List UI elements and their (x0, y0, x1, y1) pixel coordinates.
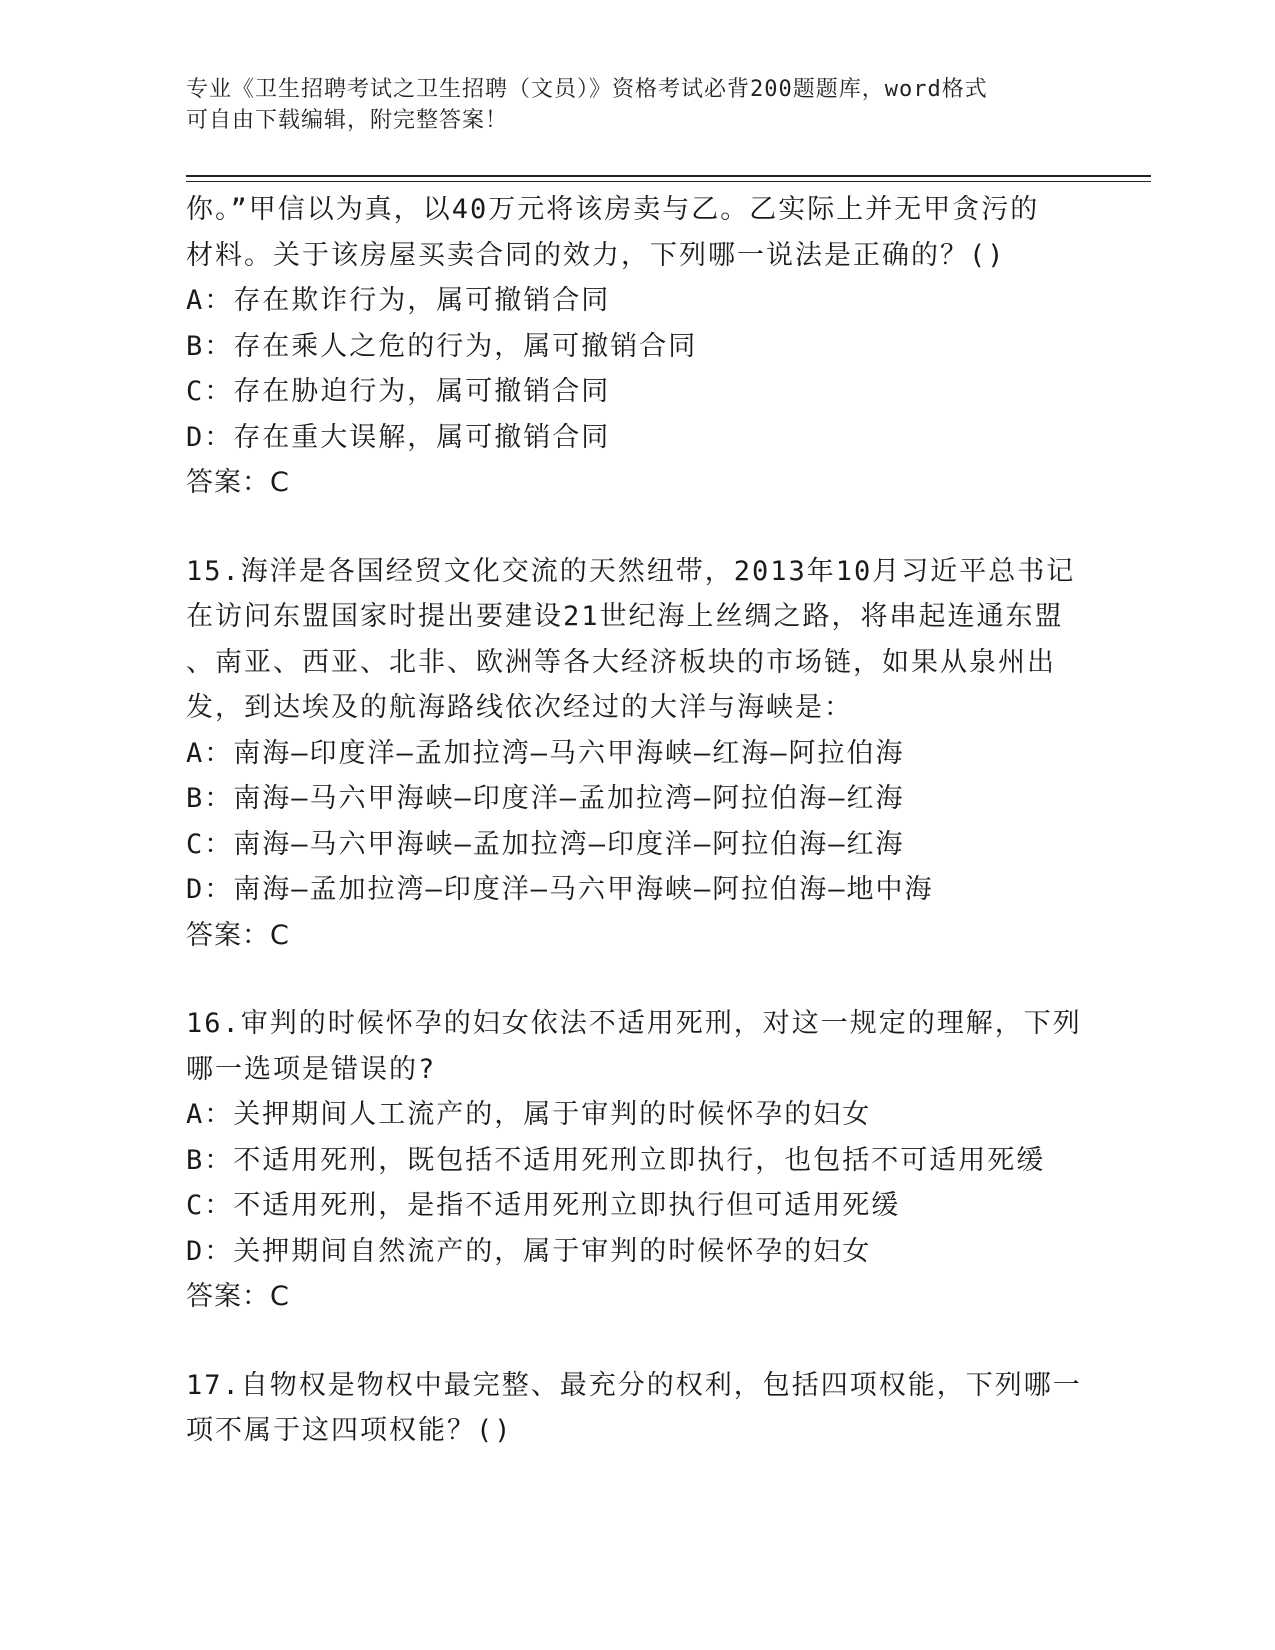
question-17 (186, 1363, 1136, 1454)
question-text-line: 15.海洋是各国经贸文化交流的天然纽带，2013年10月习近平总书记 (186, 555, 1076, 587)
option-a: A：南海—印度洋—孟加拉湾—马六甲海峡—红海—阿拉伯海 (186, 737, 905, 769)
question-16 (186, 1001, 1136, 1320)
option-c: C：不适用死刑，是指不适用死刑立即执行但可适用死缓 (186, 1190, 901, 1221)
question-text-line: 项不属于这四项权能？() (186, 1415, 513, 1446)
header-line-2: 可自由下载编辑，附完整答案！ (186, 108, 509, 133)
question-content (186, 187, 1136, 1454)
option-d: D：南海—孟加拉湾—印度洋—马六甲海峡—阿拉伯海—地中海 (186, 874, 934, 905)
question-text-line: 你。”甲信以为真，以40万元将该房卖与乙。乙实际上并无甲贪污的 (186, 194, 1040, 225)
question-text-line: 在访问东盟国家时提出要建设21世纪海上丝绸之路，将串起连通东盟 (186, 601, 1064, 632)
answer-line: 答案：C (186, 919, 290, 951)
question-text-line: 哪一选项是错误的? (186, 1053, 437, 1085)
header-rule-thin (186, 181, 1151, 182)
option-a: A：存在欺诈行为，属可撤销合同 (186, 285, 611, 316)
option-b: B：存在乘人之危的行为，属可撤销合同 (186, 330, 698, 362)
document-header (186, 74, 1086, 136)
option-a: A：关押期间人工流产的，属于审判的时候怀孕的妇女 (186, 1099, 872, 1130)
question-text-line: 发，到达埃及的航海路线依次经过的大洋与海峡是： (186, 692, 853, 723)
header-rule-thick (186, 175, 1151, 177)
option-b: B：南海—马六甲海峡—印度洋—孟加拉湾—阿拉伯海—红海 (186, 783, 905, 814)
option-d: D：关押期间自然流产的，属于审判的时候怀孕的妇女 (186, 1235, 872, 1267)
answer-line: 答案：C (186, 1281, 290, 1312)
question-text-line: 、南亚、西亚、北非、欧洲等各大经济板块的市场链，如果从泉州出 (186, 646, 1056, 678)
question-14 (186, 187, 1136, 506)
question-text-line: 16.审判的时候怀孕的妇女依法不适用死刑，对这一规定的理解，下列 (186, 1008, 1082, 1039)
answer-line: 答案：C (186, 467, 290, 498)
option-b: B：不适用死刑，既包括不适用死刑立即执行，也包括不可适用死缓 (186, 1144, 1046, 1176)
option-d: D：存在重大误解，属可撤销合同 (186, 421, 611, 453)
option-c: C：南海—马六甲海峡—孟加拉湾—印度洋—阿拉伯海—红海 (186, 828, 905, 860)
question-text-line: 材料。关于该房屋买卖合同的效力，下列哪一说法是正确的？() (186, 239, 1006, 271)
header-line-1: 专业《卫生招聘考试之卫生招聘（文员）》资格考试必背200题题库，word格式 (186, 77, 988, 102)
question-text-line: 17.自物权是物权中最完整、最充分的权利，包括四项权能，下列哪一 (186, 1369, 1082, 1401)
question-15 (186, 549, 1136, 959)
option-c: C：存在胁迫行为，属可撤销合同 (186, 376, 611, 407)
